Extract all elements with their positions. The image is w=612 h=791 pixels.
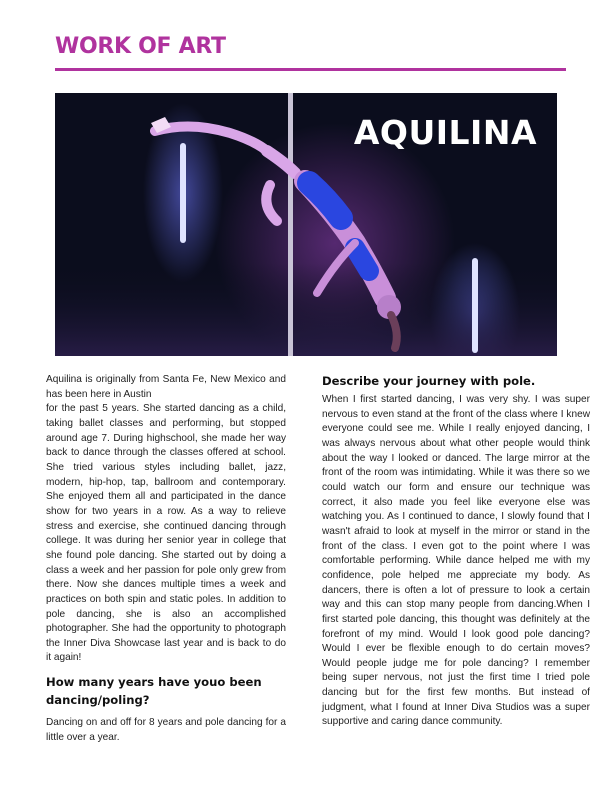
title-divider — [55, 68, 566, 71]
hero-title: AQUILINA — [353, 113, 537, 152]
question-journey: Describe your journey with pole. — [322, 374, 536, 388]
light-bar-left — [180, 143, 186, 243]
page-title: WORK OF ART — [55, 34, 226, 59]
question-years-dancing: How many years have youo been dancing/poling? — [46, 675, 262, 708]
answer-years-dancing: Dancing on and off for 8 years and pole dancing for a little over a year. — [46, 717, 286, 743]
dancer-outfit-top — [355, 248, 369, 271]
stage-floor — [55, 263, 557, 356]
bio-intro: Aquilina is originally from Santa Fe, New Mexico and has been here in Austin — [46, 374, 286, 400]
left-column — [46, 373, 286, 745]
right-column — [322, 372, 590, 730]
bio-text: for the past 5 years. She started dancing as a child, taking ballet classes and performing, but stopped around age 7. During highschool, she made her way back to dance through the classes offered at school. She tried various styles including ballet, jazz, modern, hip-hop, tap, ballroom and contemporary. She enjoyed them all and participated in the dance show for two years in a row. As a way to relieve stress and exercise, she continued dancing through college. It was during her senior year in college that she found pole dancing. She started out by doing a class a week and her passion for pole only grew from there. Now she dances multiple times a week and practices on both spin and static poles. In addition to pole dancing, she is also an accomplished photographer. She had the opportunity to photograph the Inner Diva Showcase last year and is back to do it again! — [46, 403, 286, 664]
hero-image — [55, 93, 557, 356]
light-bar-right — [472, 258, 478, 353]
answer-journey: When I first started dancing, I was very shy. I was super nervous to even stand at the front of the class where I knew everyone could see me. While I really enjoyed dancing, I was always nervous about what other people would think about the way I looked or danced. The large mirror at the front of the room was intimidating. While it was there so we could watch our form and ensure our technique was correct, it also made you feel like everyone else was watching you. As I continued to dance, I slowly found that I wasn't afraid to look at myself in the mirror or stand in the front of the class. I even got to the point where I was comfortable performing. While dance helped me with my confidence, pole helped me appreciate my body. As dancers, there is often a lot of pressure to look a certain way and this can stop many people from dancing.When I first started pole dancing, this thought was definitely at the forefront of my mind. Would I look good pole dancing? Would I ever be flexible enough to do certain moves? Would people judge me for pole dancing? I remember being super nervous, not just the first time I tried pole dancing but for the first few months. But instead of judgment, what I found at Inner Diva Studios was a super supportive and caring dance community. — [322, 394, 590, 728]
dance-pole — [288, 93, 293, 356]
